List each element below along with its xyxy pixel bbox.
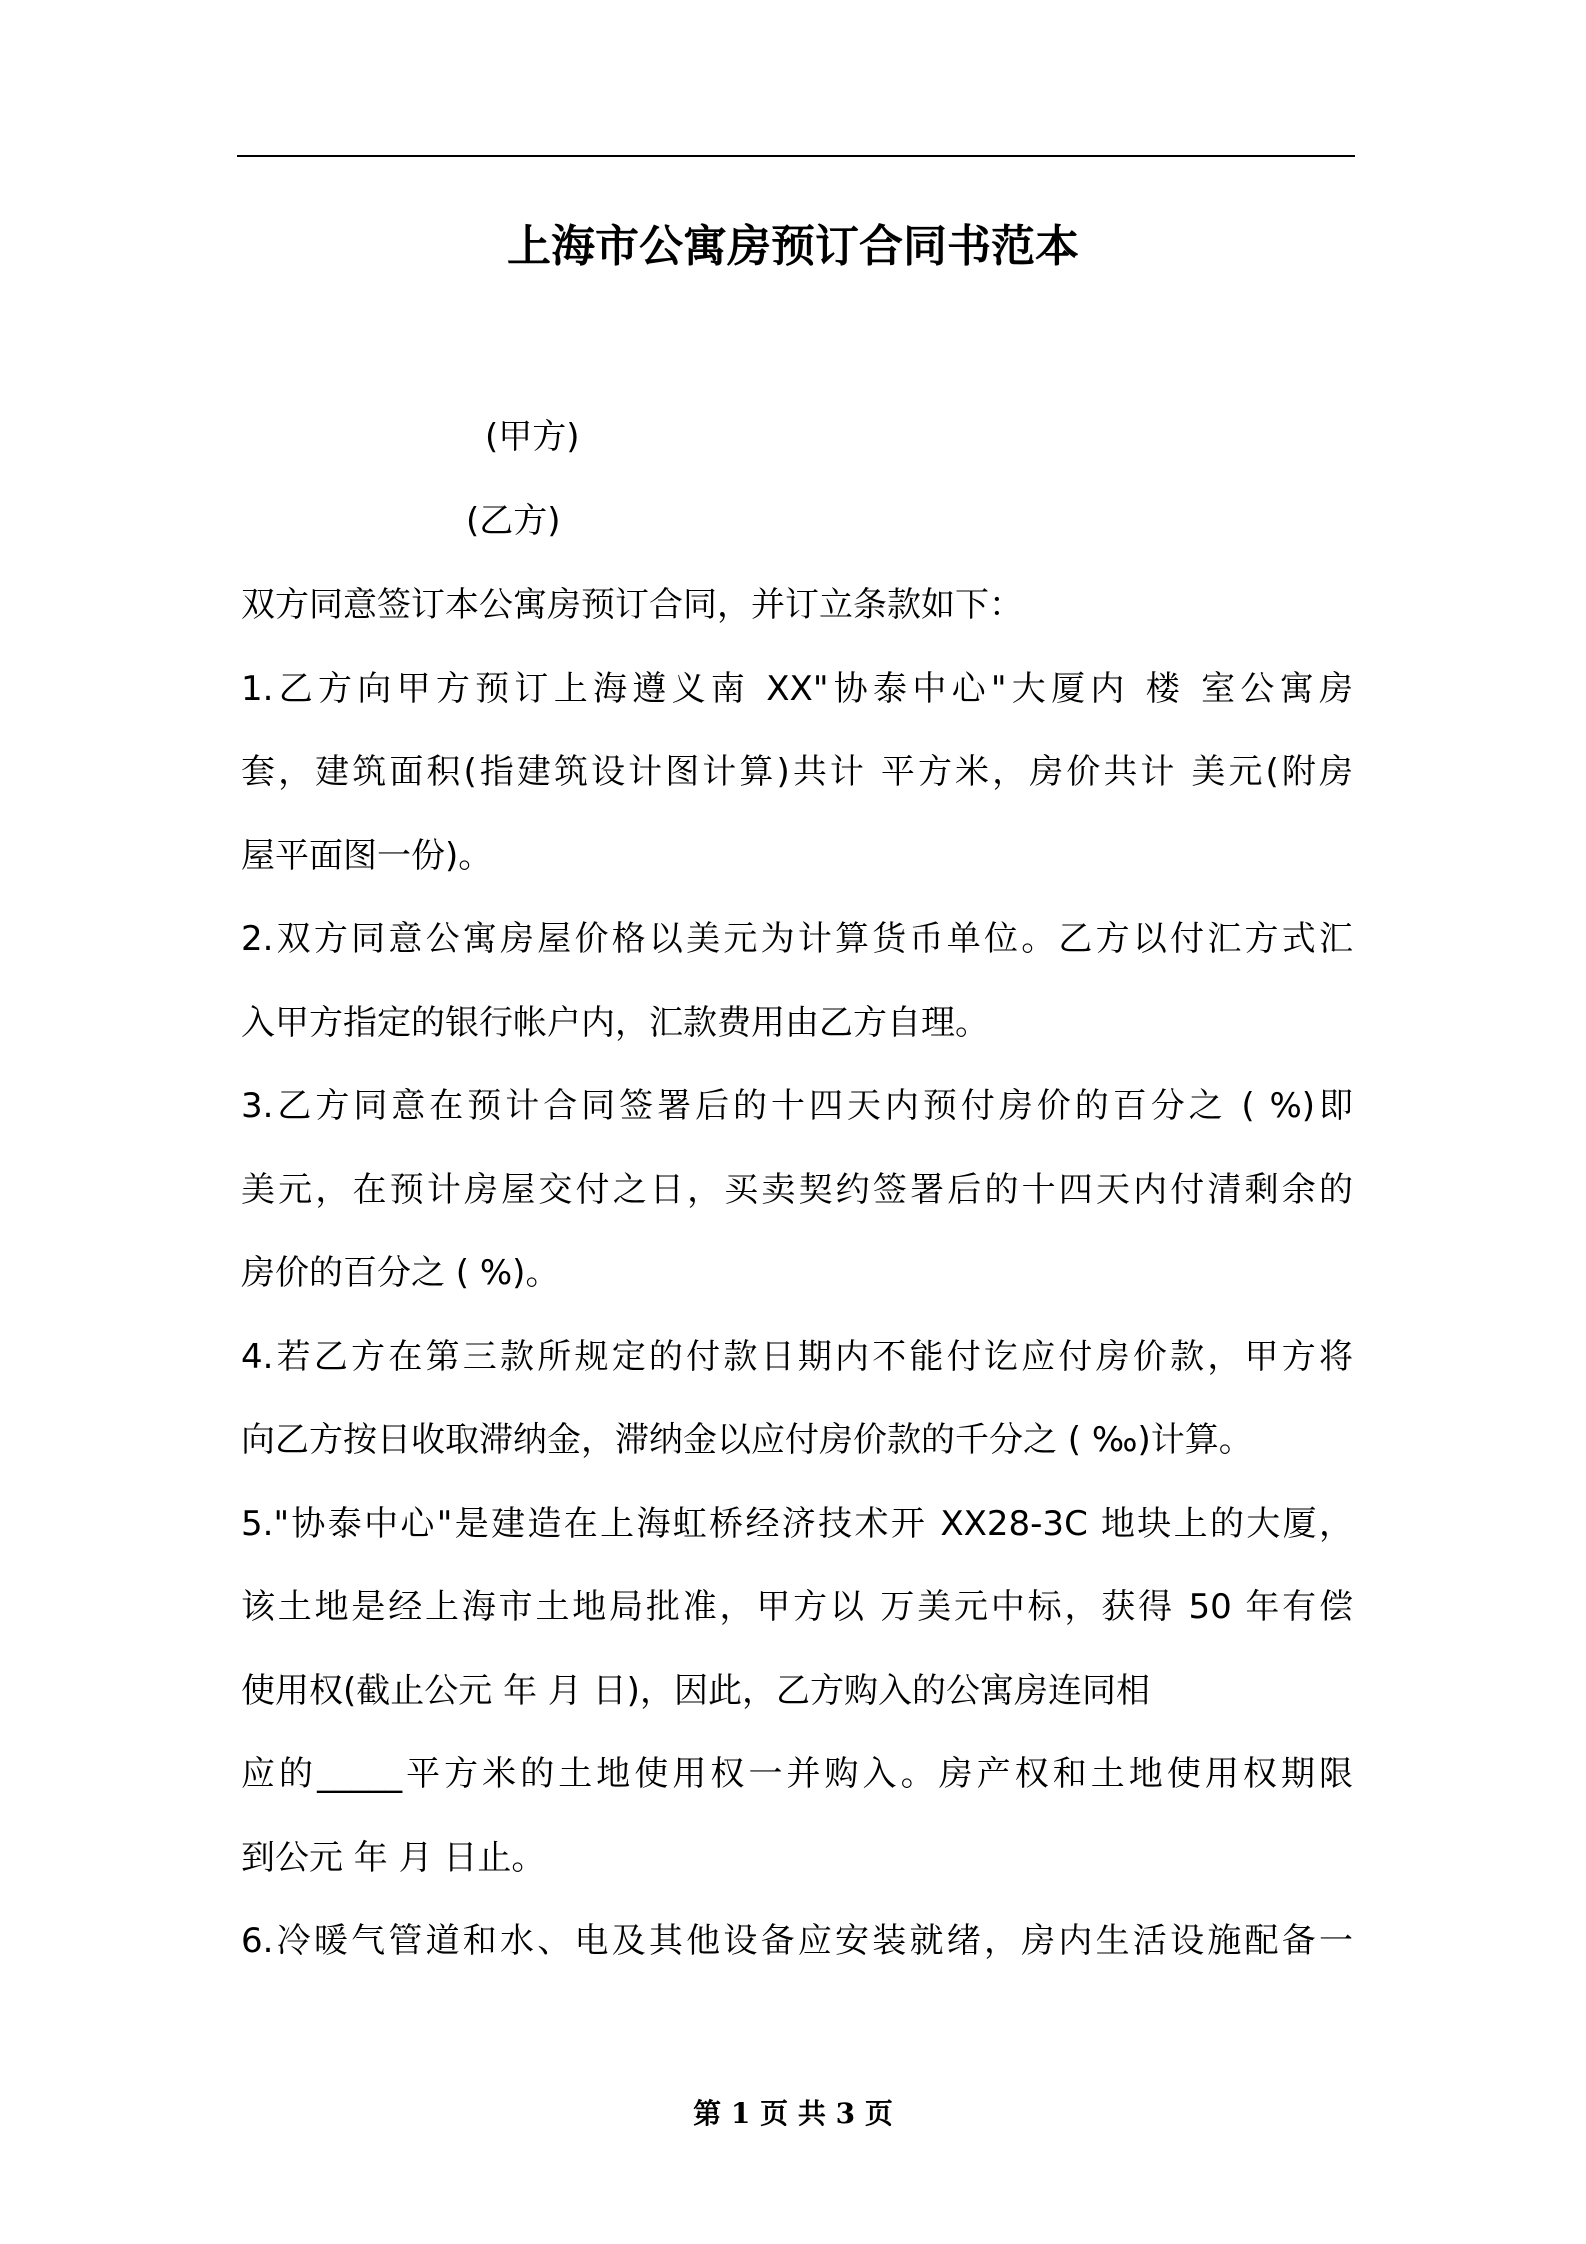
body-line: 5."协泰中心"是建造在上海虹桥经济技术开 XX28-3C 地块上的大厦，	[241, 1504, 1353, 1544]
body-line: 屋平面图一份)。	[241, 836, 493, 876]
body-line: 套，建筑面积(指建筑设计图计算)共计 平方米，房价共计 美元(附房	[241, 752, 1353, 792]
body-line: 双方同意签订本公寓房预订合同，并订立条款如下：	[241, 585, 1023, 625]
body-line: 美元，在预计房屋交付之日，买卖契约签署后的十四天内付清剩余的	[241, 1170, 1353, 1210]
body-line: 应的_____平方米的土地使用权一并购入。房产权和土地使用权期限	[241, 1754, 1353, 1794]
body-line: 4.若乙方在第三款所规定的付款日期内不能付讫应付房价款，甲方将	[241, 1337, 1353, 1377]
body-line: 向乙方按日收取滞纳金，滞纳金以应付房价款的千分之 ( ‰)计算。	[241, 1420, 1253, 1460]
party-a-label: (甲方)	[485, 417, 580, 457]
body-line: 6.冷暖气管道和水、电及其他设备应安装就绪，房内生活设施配备一	[241, 1921, 1353, 1961]
body-line: 3.乙方同意在预计合同签署后的十四天内预付房价的百分之 ( %)即	[241, 1086, 1353, 1126]
body-line: 房价的百分之 ( %)。	[241, 1253, 560, 1293]
party-b-label: (乙方)	[466, 501, 561, 541]
body-line: 1.乙方向甲方预订上海遵义南 XX"协泰中心"大厦内 楼 室公寓房	[241, 669, 1353, 709]
body-line: 入甲方指定的银行帐户内，汇款费用由乙方自理。	[241, 1003, 989, 1043]
body-line: 到公元 年 月 日止。	[241, 1838, 546, 1878]
document-title: 上海市公寓房预订合同书范本	[507, 221, 1079, 272]
page-number: 第 1 页 共 3 页	[693, 2097, 893, 2130]
header-rule	[237, 155, 1355, 157]
body-line: 2.双方同意公寓房屋价格以美元为计算货币单位。乙方以付汇方式汇	[241, 919, 1353, 959]
body-line: 使用权(截止公元 年 月 日)，因此，乙方购入的公寓房连同相	[241, 1671, 1150, 1711]
body-line: 该土地是经上海市土地局批准，甲方以 万美元中标，获得 50 年有偿	[241, 1587, 1353, 1627]
